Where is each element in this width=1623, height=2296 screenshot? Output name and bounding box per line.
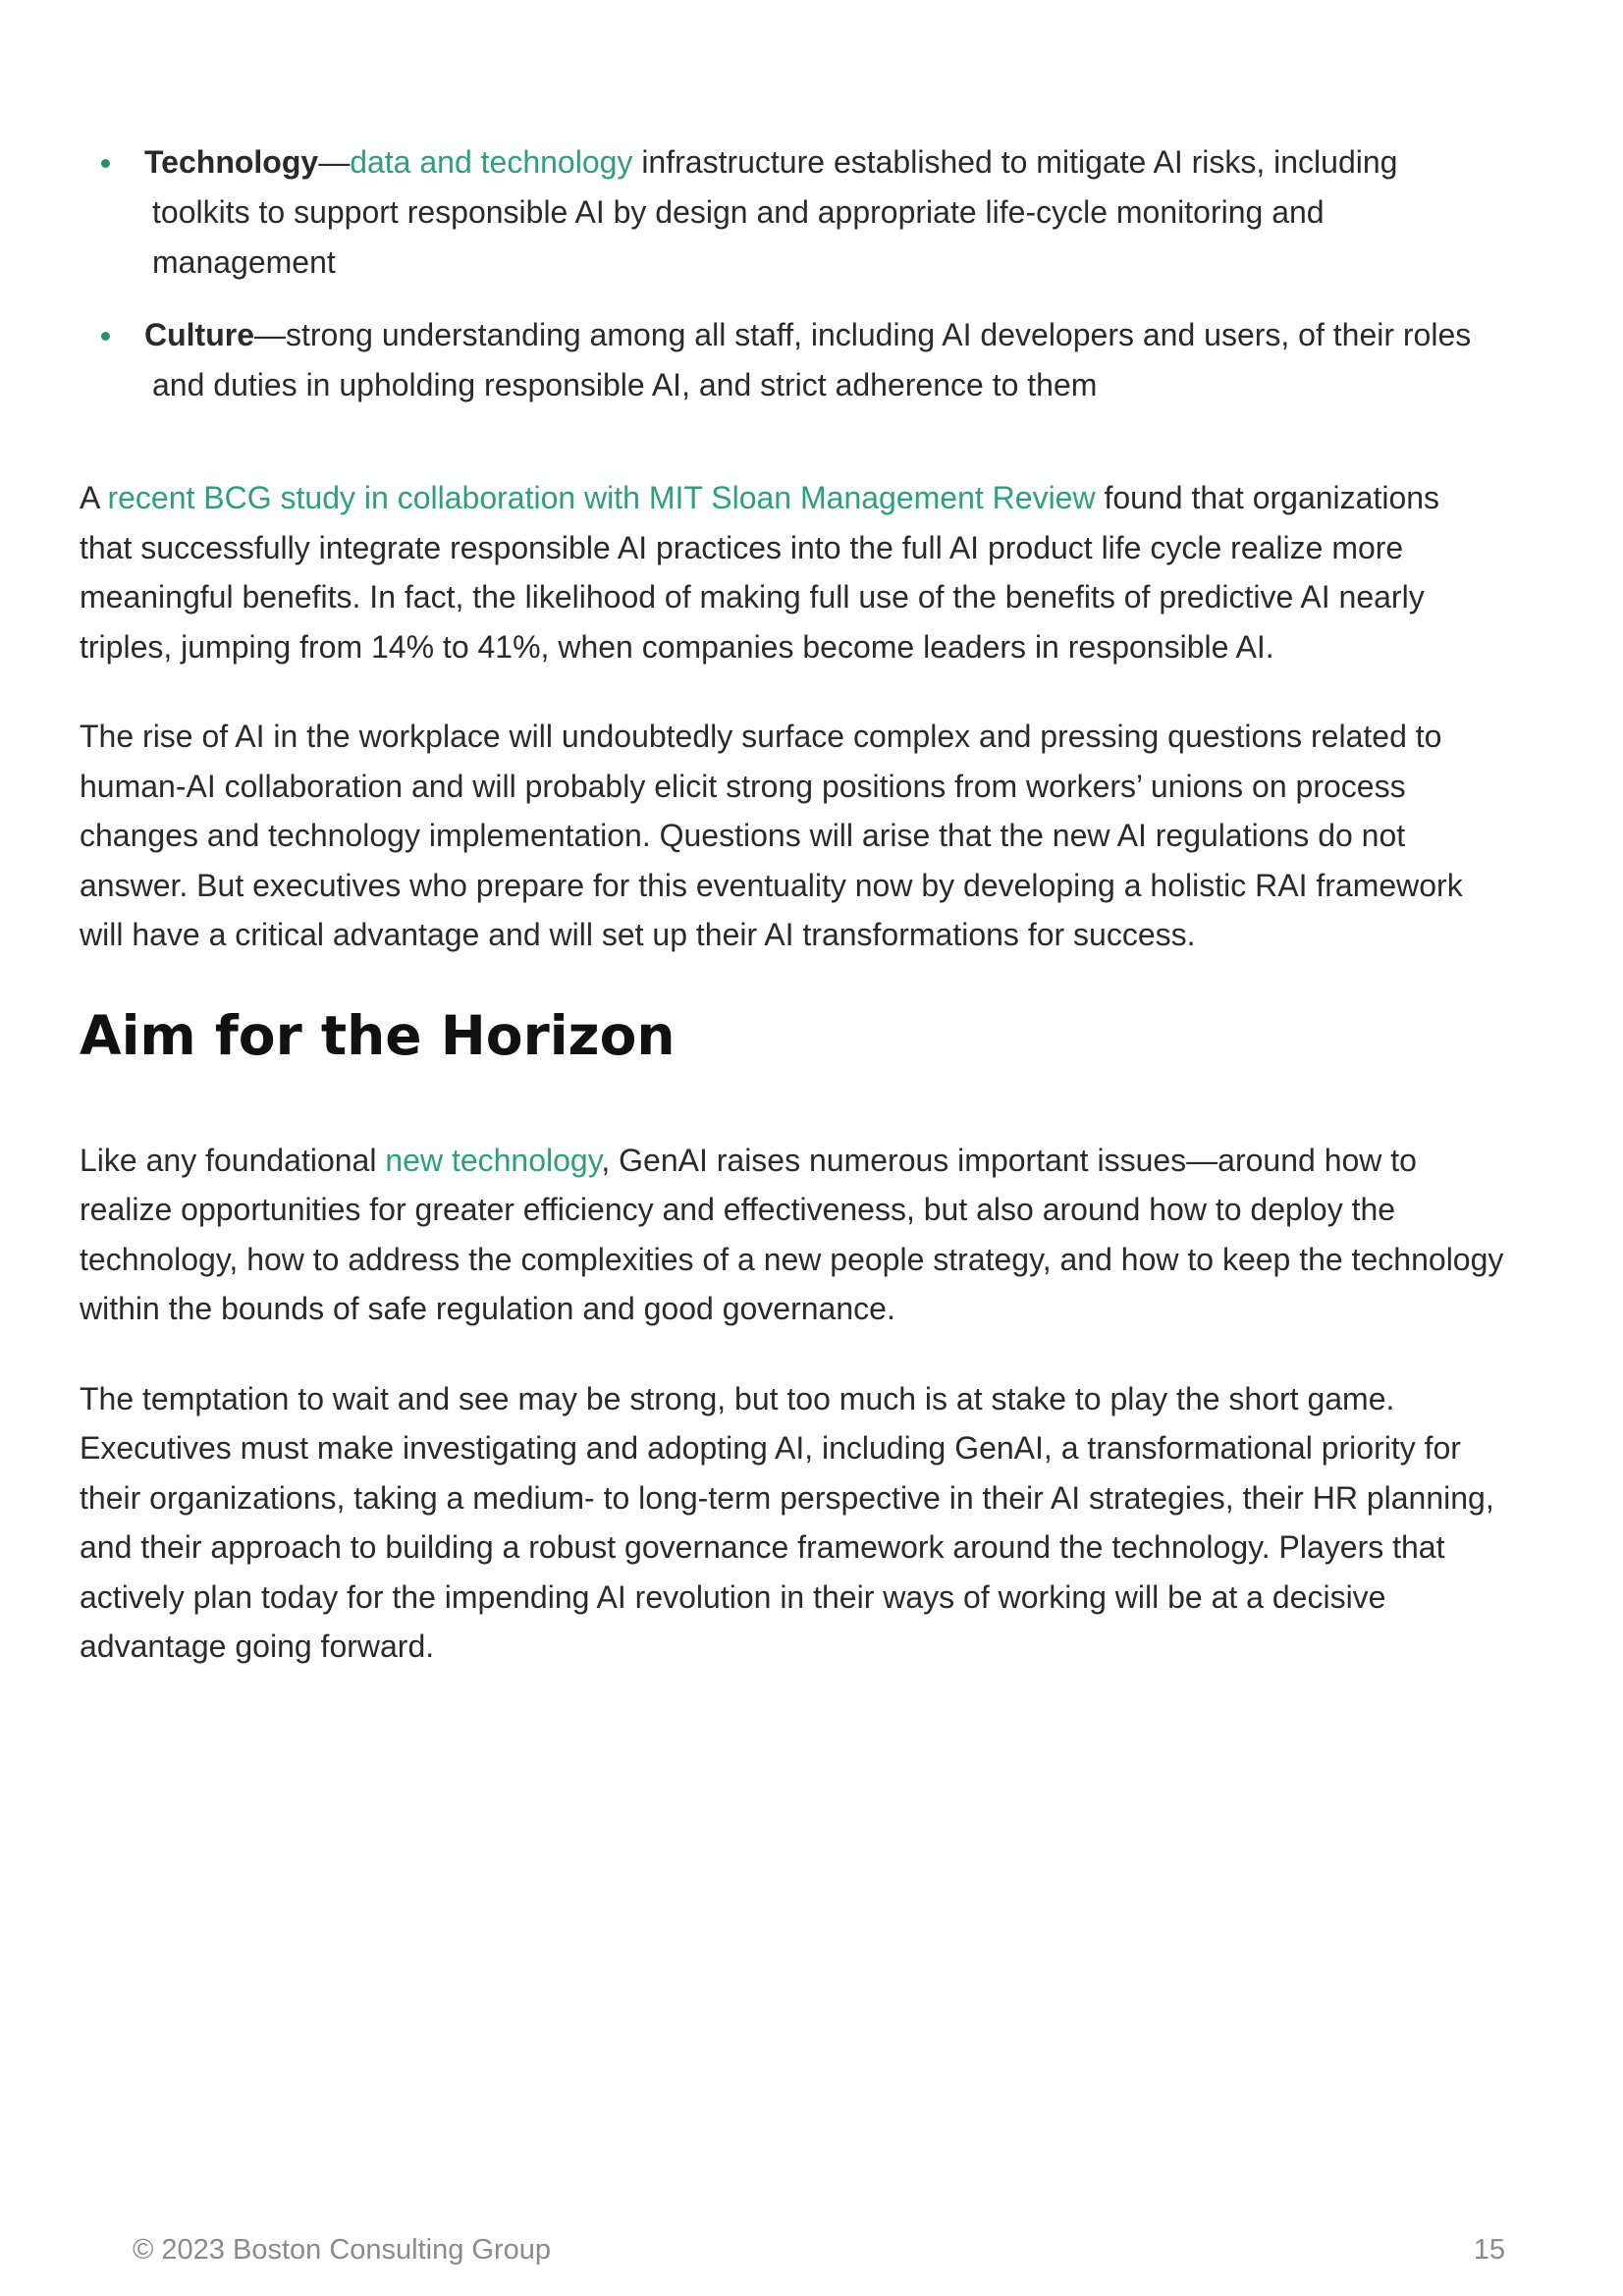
em-dash: — <box>254 317 286 352</box>
paragraph-text: will have a critical advantage and will set up their AI transformations for success. <box>80 917 1196 952</box>
copyright-text: © 2023 Boston Consulting Group <box>133 2234 552 2266</box>
paragraph-text: human-AI collaboration and will probably elicit strong positions from workers’ unions on process <box>80 768 1406 804</box>
paragraph-text: within the bounds of safe regulation and good governance. <box>80 1291 895 1326</box>
bullet-text: toolkits to support responsible AI by design and appropriate life-cycle monitoring and <box>152 194 1325 230</box>
link-bcg-mit-study[interactable]: recent BCG study in collaboration with MIT Sloan Management Review <box>107 480 1096 515</box>
paragraph-text: actively plan today for the impending AI revolution in their ways of working will be at a decisive <box>80 1578 1386 1615</box>
paragraph-text: answer. But executives who prepare for this eventuality now by developing a holistic RAI framework <box>80 867 1463 903</box>
paragraph-text: The temptation to wait and see may be strong, but too much is at stake to play the short game. <box>80 1380 1395 1416</box>
paragraph-temptation <box>80 1374 1552 1672</box>
bullet-text: management <box>152 244 336 280</box>
bullet-dot-icon <box>101 159 110 168</box>
paragraph-text: A <box>80 480 108 515</box>
paragraph-text: meaningful benefits. In fact, the likelihood of making full use of the benefits of predictive AI nearly <box>80 579 1425 614</box>
bullet-item-culture <box>80 310 1552 410</box>
paragraph-text: The rise of AI in the workplace will undoubtedly surface complex and pressing questions related to <box>80 719 1442 754</box>
paragraph-text: changes and technology implementation. Questions will arise that the new AI regulations do not <box>80 818 1406 853</box>
em-dash: — <box>318 144 351 180</box>
bullet-line <box>144 310 1552 360</box>
bullet-text: strong understanding among all staff, including AI developers and users, of their roles <box>286 317 1472 352</box>
section-heading: Aim for the Horizon <box>80 1003 676 1067</box>
paragraph-rise-of-ai <box>80 712 1552 960</box>
paragraph-text: and their approach to building a robust governance framework around the technology. Players that <box>80 1529 1445 1565</box>
paragraph-text: advantage going forward. <box>80 1629 435 1664</box>
paragraph-text: found that organizations <box>1095 480 1440 515</box>
bullet-line <box>144 137 1552 187</box>
link-new-technology[interactable]: new technology <box>385 1142 602 1178</box>
bullet-item-technology <box>80 137 1552 288</box>
document-page <box>80 137 1552 1672</box>
paragraph-text: their organizations, taking a medium- to long-term perspective in their AI strategies, their HR planning, <box>80 1479 1494 1516</box>
bullet-term: Culture <box>144 317 254 352</box>
paragraph-bcg-study <box>80 473 1552 671</box>
bullet-dot-icon <box>101 332 110 341</box>
paragraph-text: Like any foundational <box>80 1142 386 1178</box>
bullet-term: Technology <box>144 144 319 180</box>
paragraph-text: that successfully integrate responsible AI practices into the full AI product life cycle realize more <box>80 529 1404 565</box>
paragraph-text: triples, jumping from 14% to 41%, when companies become leaders in responsible AI. <box>80 628 1274 665</box>
paragraph-new-technology <box>80 1136 1552 1334</box>
page-number: 15 <box>1473 2234 1505 2266</box>
bullet-text: and duties in upholding responsible AI, and strict adherence to them <box>152 367 1098 402</box>
bullet-text: infrastructure established to mitigate AI risks, including <box>632 144 1398 180</box>
paragraph-text: , GenAI raises numerous important issues—around how to <box>601 1142 1417 1178</box>
paragraph-text: Executives must make investigating and adopting AI, including GenAI, a transformational priority for <box>80 1430 1461 1466</box>
paragraph-text: technology, how to address the complexities of a new people strategy, and how to keep the technology <box>80 1241 1504 1277</box>
bullet-list <box>80 137 1552 410</box>
paragraph-text: realize opportunities for greater efficiency and effectiveness, but also around how to deploy the <box>80 1192 1396 1227</box>
link-data-and-technology[interactable]: data and technology <box>350 144 633 180</box>
